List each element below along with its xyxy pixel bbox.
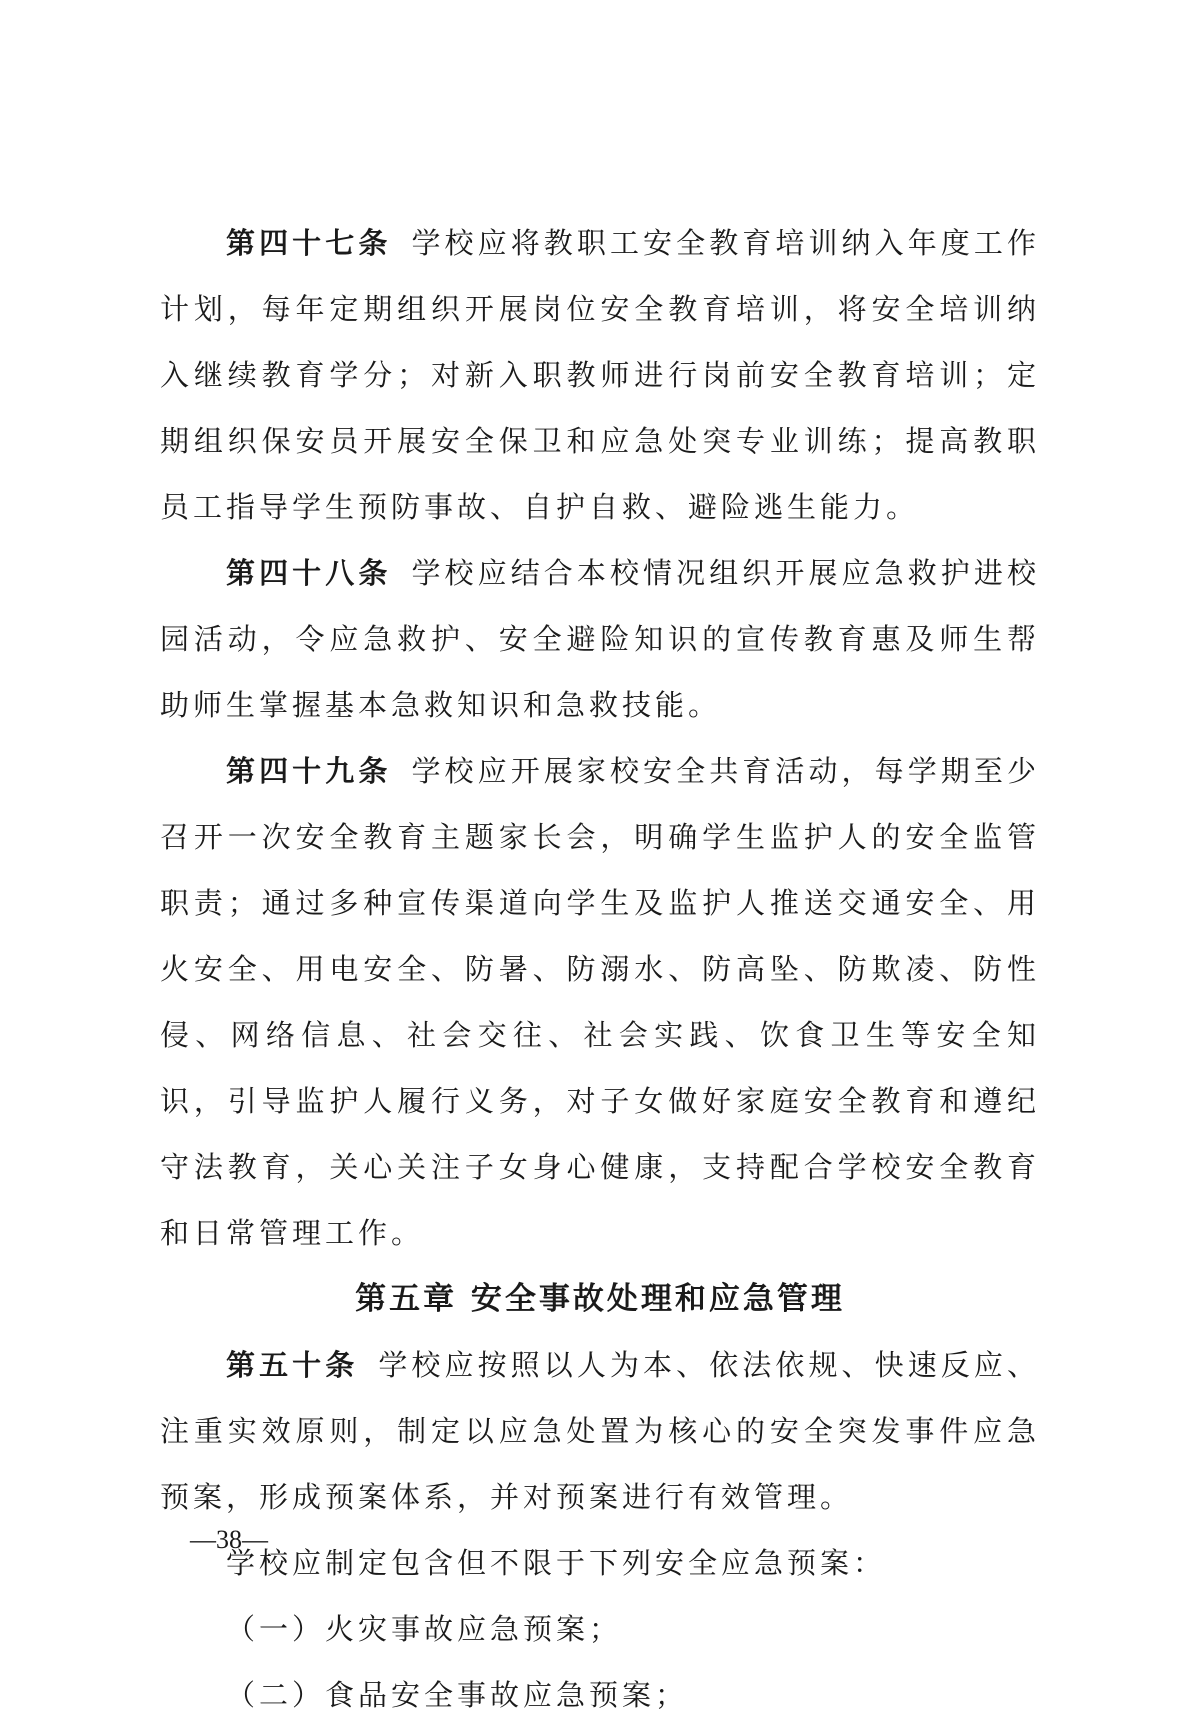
article-48-text: 学校应结合本校情况组织开展应急救护进校园活动，令应急救护、安全避险知识的宣传教育惠及师生帮助师生掌握基本急救知识和急救技能。 — [160, 556, 1040, 722]
article-50-number: 第五十条 — [226, 1348, 359, 1382]
article-50 — [160, 1332, 1040, 1530]
article-49-number: 第四十九条 — [226, 754, 392, 788]
page-number: —38— — [190, 1525, 268, 1554]
plan-item-2: （二）食品安全事故应急预案； — [226, 1678, 689, 1712]
article-49 — [160, 738, 1040, 1266]
plans-intro: 学校应制定包含但不限于下列安全应急预案： — [226, 1546, 887, 1580]
chapter-5-heading: 第五章 安全事故处理和应急管理 — [355, 1281, 845, 1317]
article-48 — [160, 540, 1040, 738]
article-49-text: 学校应开展家校安全共育活动，每学期至少召开一次安全教育主题家长会，明确学生监护人的安全监管职责；通过多种宣传渠道向学生及监护人推送交通安全、用火安全、用电安全、防暑、防溺水、防高坠、防欺凌、防性侵、网络信息、社会交往、社会实践、饮食卫生等安全知识，引导监护人履行义务，对子女做好家庭安全教育和遵纪守法教育，关心关注子女身心健康，支持配合学校安全教育和日常管理工作。 — [160, 754, 1040, 1250]
article-48-number: 第四十八条 — [226, 556, 392, 590]
page-content — [160, 210, 1040, 1728]
article-47-number: 第四十七条 — [226, 226, 392, 260]
article-50-text: 学校应按照以人为本、依法依规、快速反应、注重实效原则，制定以应急处置为核心的安全突发事件应急预案，形成预案体系，并对预案进行有效管理。 — [160, 1348, 1040, 1514]
article-47 — [160, 210, 1040, 540]
article-47-text: 学校应将教职工安全教育培训纳入年度工作计划，每年定期组织开展岗位安全教育培训，将安全培训纳入继续教育学分；对新入职教师进行岗前安全教育培训；定期组织保安员开展安全保卫和应急处突专业训练；提高教职员工指导学生预防事故、自护自救、避险逃生能力。 — [160, 226, 1040, 524]
plan-item-1: （一）火灾事故应急预案； — [226, 1612, 623, 1646]
